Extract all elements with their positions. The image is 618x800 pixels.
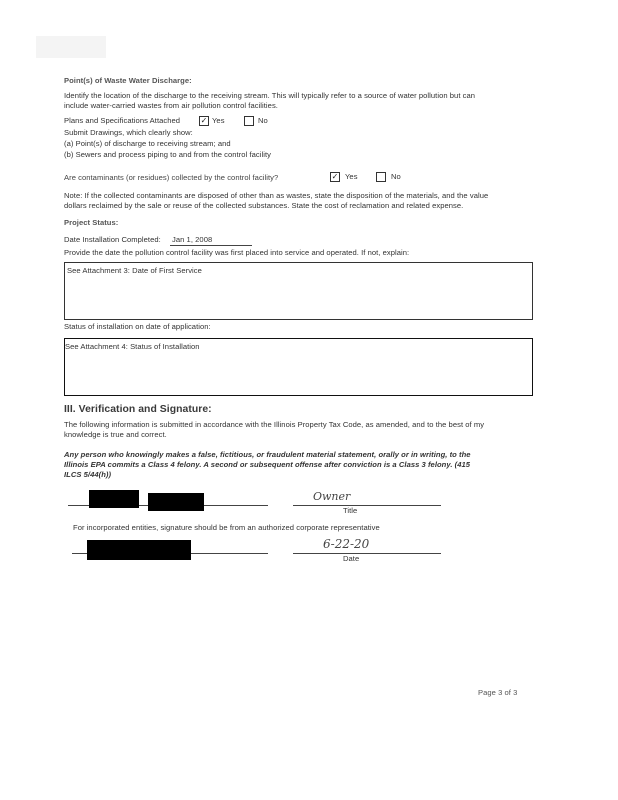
submit-line-2: (a) Point(s) of discharge to receiving stream; and	[64, 139, 231, 148]
plans-yes-label: Yes	[212, 116, 225, 125]
warning-line-3: ILCS 5/44(h))	[64, 470, 112, 479]
redacted-representative-signature	[87, 540, 191, 560]
title-handwritten: Owner	[313, 490, 351, 503]
scan-smudge	[36, 36, 106, 58]
date-label: Date	[343, 554, 360, 563]
plans-yes-checkbox[interactable]: ✓	[200, 116, 208, 125]
plans-no-checkbox[interactable]	[244, 116, 254, 126]
discharge-instruction-1: Identify the location of the discharge to the receiving stream. This will typically refer to a source of water pollution but can	[64, 91, 476, 100]
status-box[interactable]	[64, 338, 533, 396]
discharge-instruction-2: include water-carried wastes from air pollution control facilities.	[64, 101, 278, 110]
redacted-signature-2	[148, 493, 204, 511]
discharge-heading: Point(s) of Waste Water Discharge:	[64, 76, 192, 85]
plans-no-label: No	[258, 116, 268, 125]
contaminants-yes-checkbox[interactable]: ✓	[331, 172, 339, 181]
installation-date-underline	[170, 245, 252, 246]
date-line[interactable]	[293, 553, 441, 554]
warning-line-2: Illinois EPA commits a Class 4 felony. A second or subsequent offense after conviction is a Class 3 felony. (415	[64, 460, 471, 469]
plans-label: Plans and Specifications Attached	[64, 116, 181, 125]
first-service-box[interactable]	[64, 262, 533, 320]
contaminants-no-label: No	[391, 172, 401, 181]
contaminants-yes-label: Yes	[345, 172, 358, 181]
status-box-text: See Attachment 4: Status of Installation	[65, 342, 200, 351]
title-line[interactable]	[293, 505, 441, 506]
incorporated-note: For incorporated entities, signature should be from an authorized corporate representative	[73, 523, 380, 532]
status-label: Status of installation on date of application:	[64, 322, 211, 331]
verification-text-1: The following information is submitted in accordance with the Illinois Property Tax Code, as amended, and to the best of my	[64, 420, 485, 429]
redacted-signature-1	[89, 490, 139, 508]
page-number: Page 3 of 3	[478, 688, 518, 697]
verification-text-2: knowledge is true and correct.	[64, 430, 167, 439]
verification-heading: III. Verification and Signature:	[64, 404, 212, 415]
first-service-instruction: Provide the date the pollution control facility was first placed into service and operated. If not, explain:	[64, 248, 410, 257]
title-label: Title	[343, 506, 358, 515]
installation-date-value: Jan 1, 2008	[172, 235, 213, 244]
warning-line-1: Any person who knowingly makes a false, fictitious, or fraudulent material statement, orally or in writing, to the	[64, 450, 471, 459]
first-service-box-text: See Attachment 3: Date of First Service	[67, 266, 202, 275]
contaminants-note-2: dollars reclaimed by the sale or reuse of the collected substances. State the cost of reclamation and related expense.	[64, 201, 464, 210]
date-handwritten: 6-22-20	[323, 537, 370, 551]
submit-line-3: (b) Sewers and process piping to and from the control facility	[64, 150, 271, 159]
contaminants-note-1: Note: If the collected contaminants are disposed of other than as wastes, state the disposition of the materials, and the value	[64, 191, 489, 200]
submit-line-1: Submit Drawings, which clearly show:	[64, 128, 193, 137]
contaminants-question: Are contaminants (or residues) collected by the control facility?	[64, 173, 279, 182]
project-heading: Project Status:	[64, 218, 119, 227]
contaminants-no-checkbox[interactable]	[376, 172, 386, 182]
installation-date-label: Date Installation Completed:	[64, 235, 161, 244]
